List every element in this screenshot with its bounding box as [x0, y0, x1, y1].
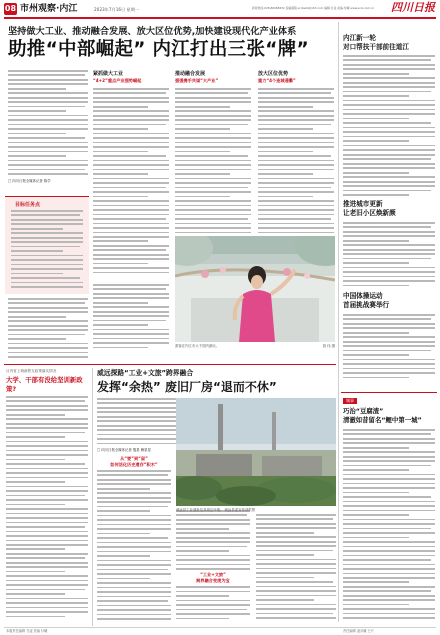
col2-continued [93, 284, 169, 354]
main-headline: 助推“中部崛起” 内江打出三张“牌” [8, 39, 309, 60]
photo-illustration [175, 236, 335, 342]
col1-text [93, 88, 169, 278]
lower-left-title: 大学、干部有没给坚训新政策? [6, 376, 83, 393]
lower-center-sub2: “工业+文旅” 跨界融合变废为宝 [176, 572, 250, 583]
page-number-badge: 08 [4, 4, 17, 13]
lead-byline: □ 四川日报全媒体记者 陈学 [8, 179, 51, 183]
lower-center-col2-text [176, 510, 250, 626]
main-kicker: 坚持做大工业、推动融合发展、放大区位优势,加快建设现代化产业体系 [8, 26, 297, 37]
right-column-divider [338, 22, 339, 622]
lower-center-sub1: 从“要”到“留” 如何活化历史遗存“积木” [110, 456, 158, 467]
lower-center-byline: □ 四川日报全媒体记者 殷星 赖星星 [97, 448, 151, 452]
lower-left-text [6, 396, 88, 626]
factory-photo [176, 398, 336, 506]
lower-divider [92, 368, 93, 626]
lower-section-rule [4, 364, 336, 365]
footer-left: 本版责任编辑 甘凌 美编 付曦 [6, 629, 48, 633]
factory-photo-caption: 威远县工业遗址及其周边环境。 威远县委宣传部供图 [176, 508, 256, 512]
sidebar-title: 目标任务点 [15, 202, 41, 208]
lower-center-col3-text [256, 514, 336, 626]
right-story1-text-2 [343, 154, 435, 198]
lower-center-kicker: 威远探路“工业+文旅”跨界融合 [97, 369, 194, 377]
section-title: 市州观察·内江 [20, 4, 78, 14]
factory-illustration [176, 398, 336, 506]
main-photo [175, 236, 335, 342]
right-story3-text [343, 314, 435, 380]
sidebar-box [5, 196, 89, 294]
info-line: 新闻热线:028-86968432 投稿邮箱:scrbszb@163.com 编辑:甘凌 美编:付曦 www.scol.com.cn [252, 6, 375, 10]
lower-left-pretitle: 目内省上调新教支政策落实情况 [6, 369, 57, 373]
footer-right: 责任编辑 凌亦澜 王兴 [343, 629, 374, 633]
right-story4-box [341, 392, 437, 628]
lower-center-headline: 发挥“余热” 废旧厂房“退而不休” [97, 380, 277, 394]
right-story4-tag: 城事 [343, 398, 357, 404]
right-story3-title: 中国体操运动 首届挑战赛举行 [343, 292, 390, 309]
date-line: 2023年7月16日 星期一 [94, 7, 140, 12]
col2-subheading: 强强携手共谋“大产业” [175, 78, 219, 83]
left-column-text [8, 298, 88, 362]
col1-subheading: “4+2”重点产业强势崛起 [93, 78, 142, 83]
photo-credit: 游 伟 摄 [322, 344, 335, 348]
col2-heading: 推动融合发展 [175, 71, 206, 77]
right-story1-text [343, 55, 435, 153]
col3-subheading: 重力“4个连城通衢” [258, 78, 296, 83]
col3-heading: 放大区位优势 [258, 71, 289, 77]
right-story2-title: 推进城市更新 让老旧小区焕新颜 [343, 200, 396, 217]
newspaper-logo: 四川日报 [391, 1, 435, 14]
col1-heading: 紧抓做大工业 [93, 71, 124, 77]
masthead-rule [4, 17, 436, 19]
masthead [0, 0, 440, 26]
right-story4-title: 巧治“豆腐渣” 清澈如昔留名“鲤中第一城” [343, 407, 422, 424]
lower-center-col1-text [97, 470, 171, 626]
right-story1-title: 内江新一轮 对口帮扶干部前往道江 [343, 34, 409, 51]
lead-paragraph [8, 70, 88, 178]
right-story2-text [343, 222, 435, 290]
photo-caption: 游客在内江市大千园内游玩。 [175, 344, 220, 348]
